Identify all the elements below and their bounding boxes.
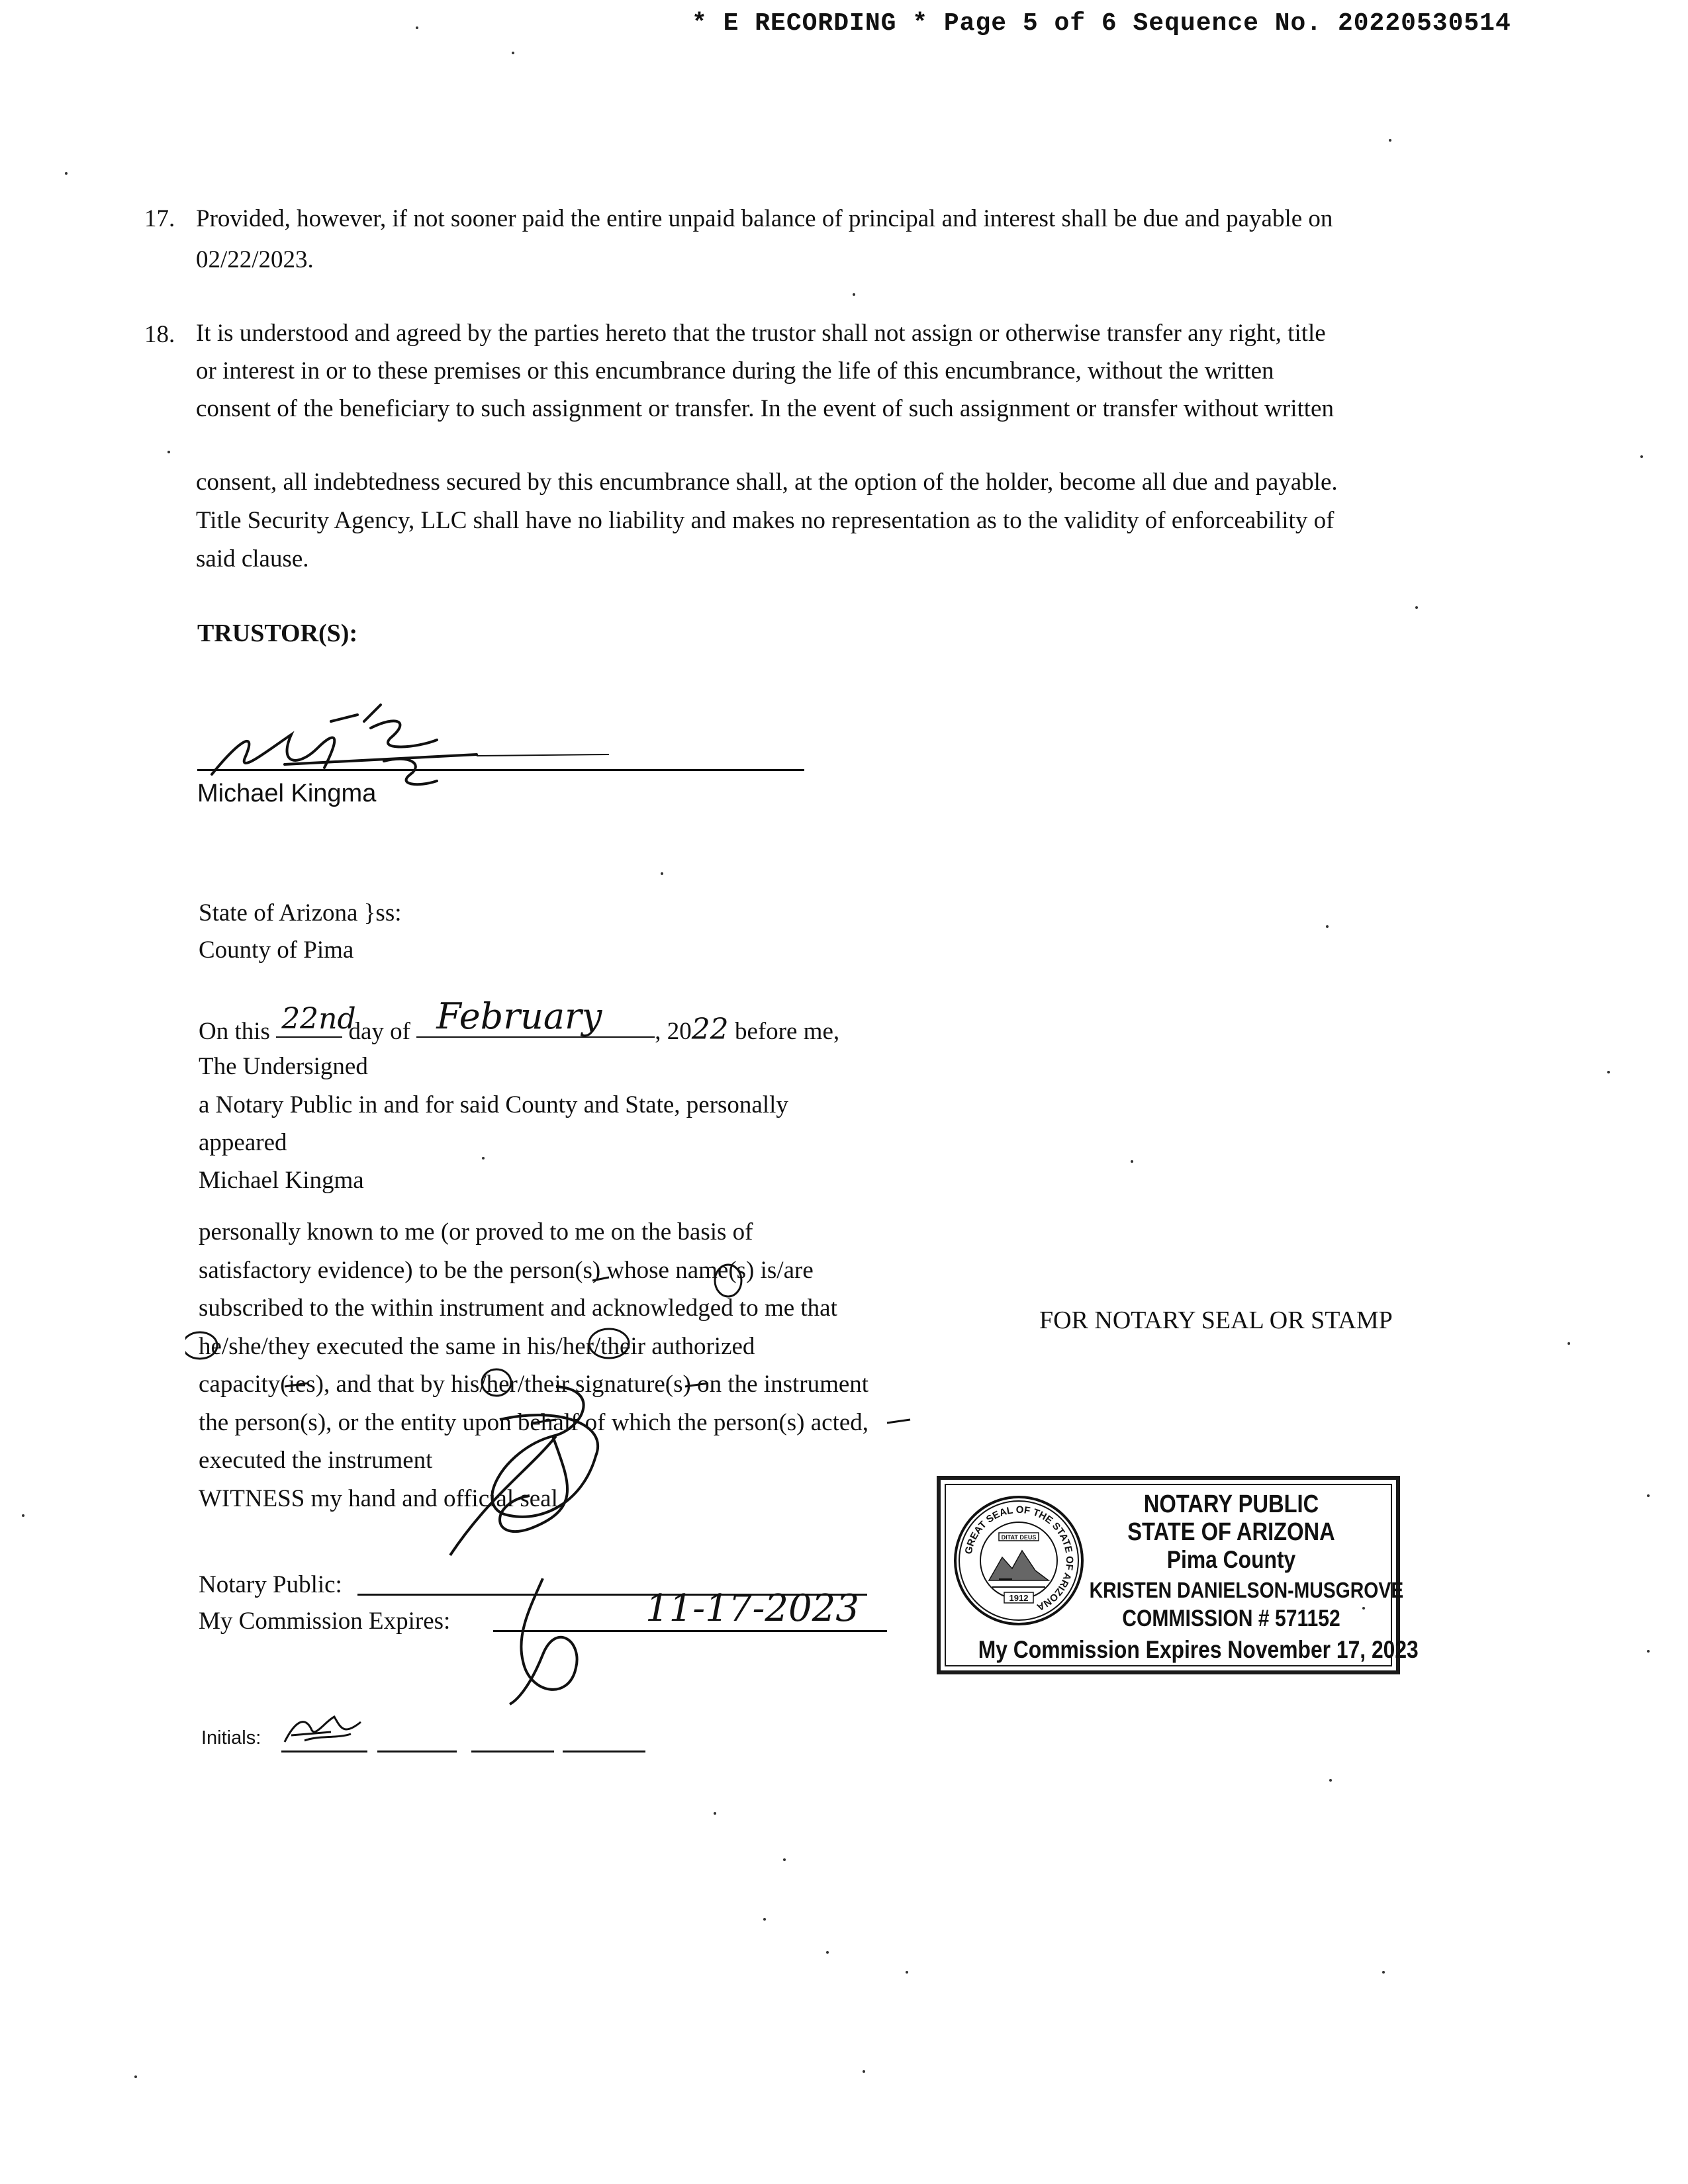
clause-17-line-2: 02/22/2023.	[196, 246, 314, 273]
seal-motto: DITAT DEUS	[1001, 1534, 1037, 1541]
before-me-text: before me,	[734, 1018, 840, 1045]
notary-body-line-7: executed the instrument	[199, 1447, 433, 1474]
initials-handwritten	[278, 1709, 371, 1749]
clause-18-cont-line-3: said clause.	[196, 545, 309, 572]
initials-line-3	[471, 1751, 554, 1752]
clause-18-continuation	[196, 463, 1487, 578]
day-of-text: day of	[348, 1018, 410, 1045]
clause-18-line-3: consent of the beneficiary to such assignment or transfer. In the event of such assignment or transfer without written	[196, 395, 1334, 422]
initials-line-4	[563, 1751, 645, 1752]
stamp-county: Pima County	[1166, 1546, 1296, 1573]
on-this-text: On this	[199, 1018, 270, 1045]
clause-18-text	[196, 314, 1487, 428]
notary-appeared-name: Michael Kingma	[199, 1167, 364, 1194]
clause-17-number: 17.	[144, 205, 175, 232]
seal-year: 1912	[1009, 1593, 1029, 1603]
great-seal-icon	[953, 1494, 1085, 1627]
notary-body-line-5: capacity(ies), and that by his/her/their signature(s) on the instrument	[199, 1371, 869, 1398]
notary-public-label: Notary Public:	[199, 1571, 342, 1598]
seal-caption: FOR NOTARY SEAL OR STAMP	[1039, 1306, 1393, 1334]
notary-undersigned: The Undersigned	[199, 1053, 368, 1080]
clause-18-number: 18.	[144, 321, 175, 348]
day-handwritten: 22nd	[281, 1002, 356, 1036]
clause-18-line-1: It is understood and agreed by the parties hereto that the trustor shall not assign or otherwise transfer any right, title	[196, 320, 1326, 347]
notary-body-line-3: subscribed to the within instrument and acknowledged to me that	[199, 1295, 837, 1322]
initials-line-2	[377, 1751, 457, 1752]
stamp-notary-public: NOTARY PUBLIC	[1143, 1490, 1319, 1518]
notary-appearance-line: a Notary Public in and for said County and State, personally	[199, 1091, 788, 1118]
day-field	[276, 1002, 356, 1039]
commission-expires-line	[493, 1630, 887, 1632]
seal-ring-text: GREAT SEAL OF THE STATE OF ARIZONA	[962, 1504, 1076, 1613]
commission-handwritten: 11-17-2023	[645, 1587, 859, 1630]
notary-body-line-2: satisfactory evidence) to be the person(s) whose name(s) is/are	[199, 1256, 814, 1284]
initials-label: Initials:	[201, 1727, 261, 1749]
stamp-state: STATE OF ARIZONA	[1127, 1518, 1335, 1546]
stamp-commission-number: COMMISSION # 571152	[1122, 1606, 1340, 1631]
clause-18-cont-line-1: consent, all indebtedness secured by this encumbrance shall, at the option of the holder, become all due and payable.	[196, 469, 1338, 496]
notary-appeared: appeared	[199, 1129, 287, 1156]
notary-body-line-8: WITNESS my hand and official seal.	[199, 1484, 565, 1512]
notary-body-line-6: the person(s), or the entity upon behalf of which the person(s) acted,	[199, 1408, 869, 1436]
stamp-commission-expires: My Commission Expires November 17, 2023	[978, 1636, 1419, 1663]
notary-stamp	[937, 1476, 1419, 1674]
notary-date-line	[199, 995, 840, 1050]
clause-18-cont-line-2: Title Security Agency, LLC shall have no liability and makes no representation as to the validity of enforceability of	[196, 507, 1335, 534]
commission-label: My Commission Expires:	[199, 1608, 451, 1635]
year-prefix: , 20	[655, 1018, 692, 1045]
trustor-name: Michael Kingma	[197, 780, 377, 807]
notary-body-line-1: personally known to me (or proved to me on the basis of	[199, 1218, 753, 1246]
notary-county-line: County of Pima	[199, 936, 354, 964]
notary-state-line: State of Arizona }ss:	[199, 899, 402, 927]
clause-18-line-2: or interest in or to these premises or this encumbrance during the life of this encumbrance, without the written	[196, 357, 1274, 385]
trustor-label: TRUSTOR(S):	[197, 619, 358, 647]
notary-body-line-4: he/she/they executed the same in his/her/their authorized	[199, 1332, 755, 1360]
clause-17-text	[196, 199, 1487, 281]
month-handwritten: February	[436, 995, 602, 1037]
trustor-signature-line	[197, 769, 804, 771]
initials-line-1	[281, 1751, 367, 1752]
clause-17-line-1: Provided, however, if not sooner paid the entire unpaid balance of principal and interest shall be due and payable on	[196, 205, 1333, 232]
month-field	[416, 995, 655, 1039]
recording-header: * E RECORDING * Page 5 of 6 Sequence No. 20220530514	[692, 9, 1511, 38]
stamp-notary-name: KRISTEN DANIELSON-MUSGROVE	[1089, 1578, 1404, 1602]
handwritten-marks	[185, 1218, 980, 1562]
year-handwritten: 22	[691, 1013, 729, 1046]
